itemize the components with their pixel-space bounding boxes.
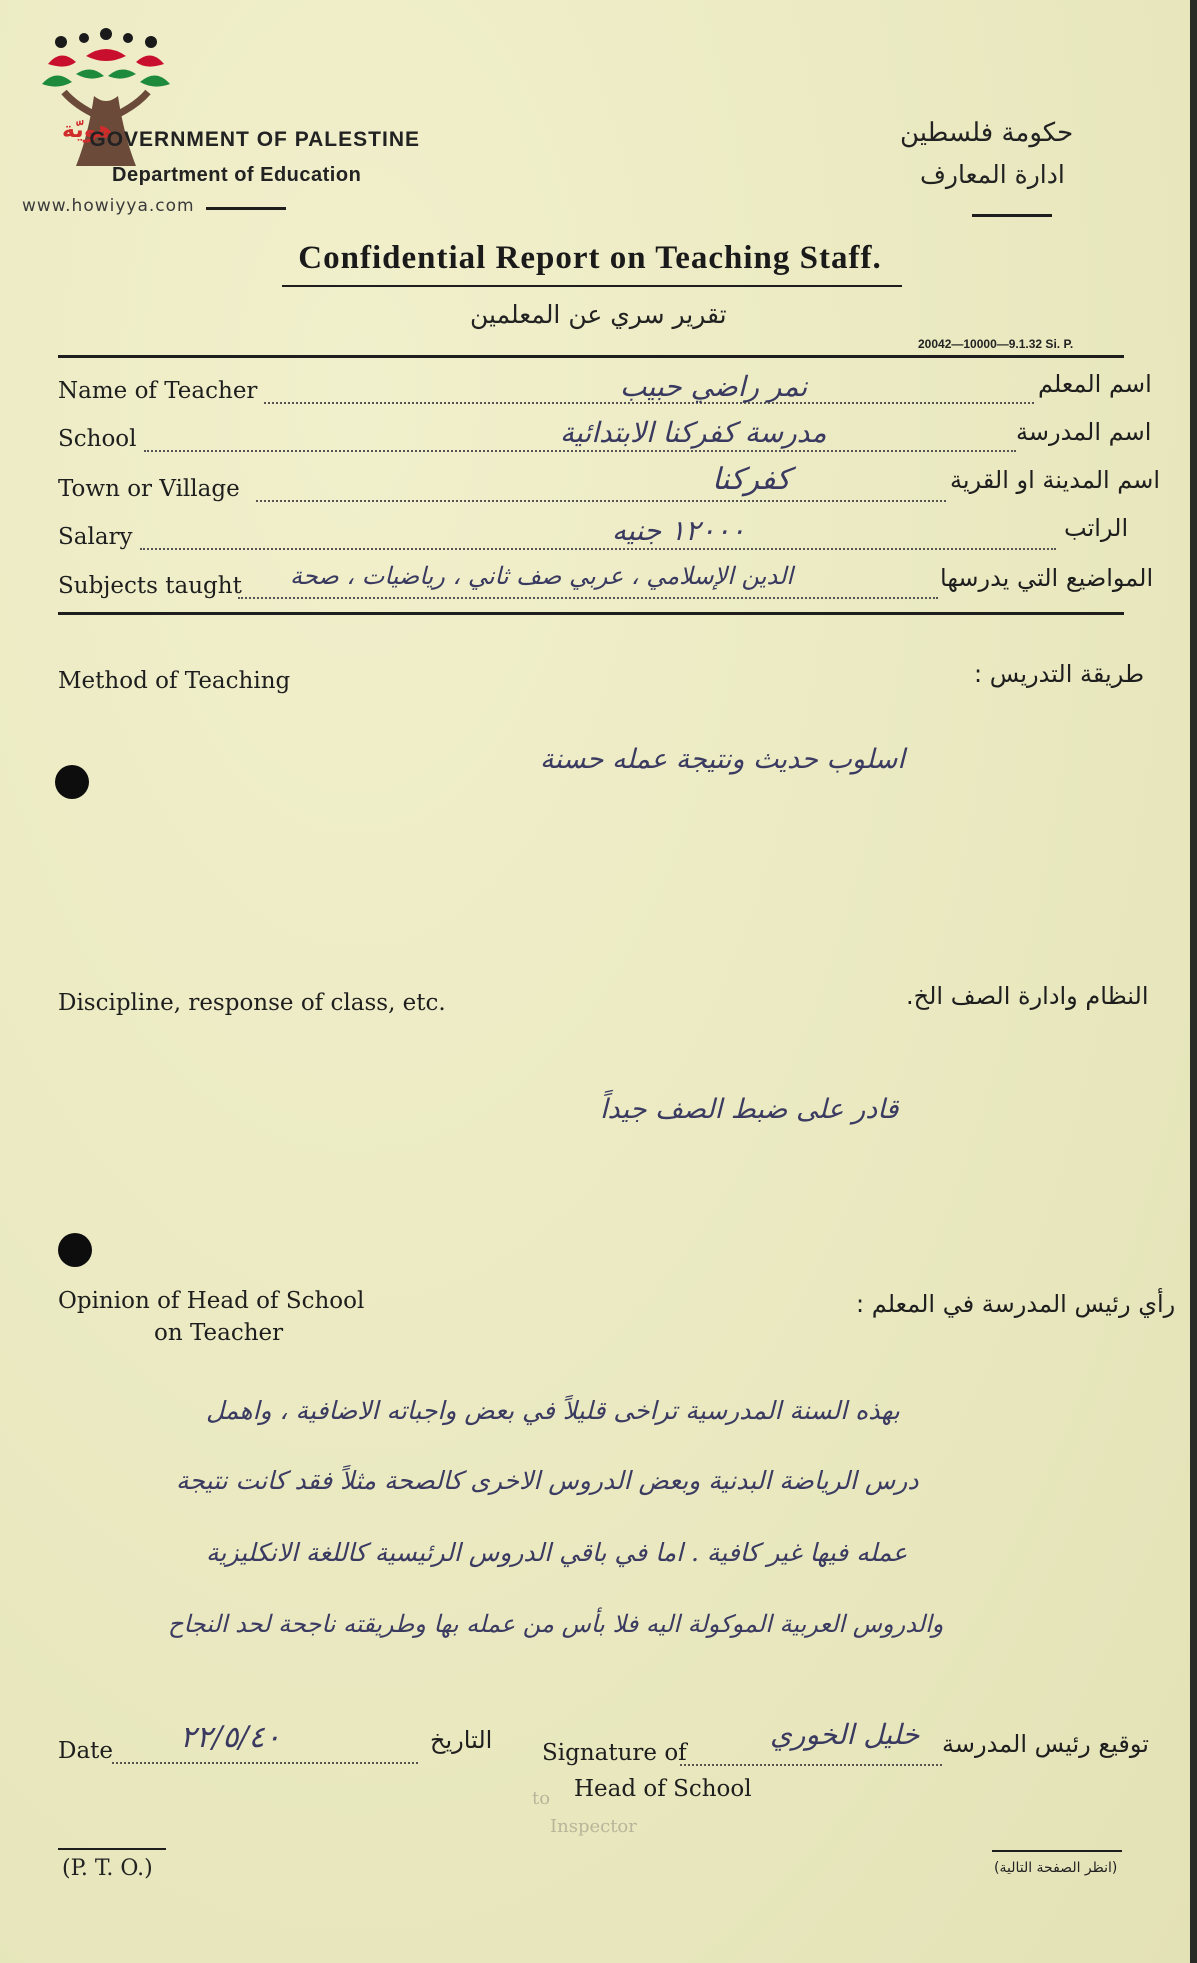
field-value: نمر راضي حبيب xyxy=(620,370,808,403)
government-title: GOVERNMENT OF PALESTINE xyxy=(89,128,420,151)
punch-hole xyxy=(58,1233,92,1267)
field-label-ar: اسم المعلم xyxy=(1038,370,1152,398)
pto-label-ar: (انظر الصفحة التالية) xyxy=(994,1860,1118,1876)
fields-bottom-rule xyxy=(58,612,1124,615)
field-label: Salary xyxy=(58,524,133,550)
field-label: Town or Village xyxy=(58,476,240,502)
date-label: Date xyxy=(58,1738,114,1764)
print-code: 20042—10000—9.1.32 Si. P. xyxy=(918,337,1074,351)
discipline-label-ar: النظام وادارة الصف الخ. xyxy=(906,982,1149,1010)
department-title-ar: ادارة المعارف xyxy=(920,160,1065,189)
watermark-url: www.howiyya.com xyxy=(22,196,195,216)
field-value: ١٢٠٠٠ جنيه xyxy=(612,514,746,547)
top-rule xyxy=(58,355,1124,358)
date-label-ar: التاريخ xyxy=(430,1726,493,1754)
logo-text: هويّة xyxy=(62,118,113,143)
signature-value: خليل الخوري xyxy=(770,1718,920,1751)
howiyya-logo-icon xyxy=(36,26,176,176)
field-label-ar: اسم المدرسة xyxy=(1016,418,1152,446)
pto-rule xyxy=(58,1848,166,1850)
dotted-line xyxy=(144,450,1016,452)
date-value: ٢٢/٥/٤٠ xyxy=(180,1720,281,1755)
field-value: الدين الإسلامي ، عربي صف ثاني ، رياضيات ، صحة xyxy=(290,562,794,590)
divider xyxy=(206,207,286,210)
divider xyxy=(972,214,1052,217)
field-label: Name of Teacher xyxy=(58,378,258,404)
field-label: School xyxy=(58,426,137,452)
dotted-line xyxy=(140,548,1056,550)
punch-hole xyxy=(55,765,89,799)
field-label-ar: المواضيع التي يدرسها xyxy=(940,564,1154,592)
signature-label-ar: توقيع رئيس المدرسة xyxy=(942,1730,1149,1758)
pto-label: (P. T. O.) xyxy=(62,1856,153,1881)
field-label-ar: اسم المدينة او القرية xyxy=(950,466,1161,494)
report-title-ar: تقرير سري عن المعلمين xyxy=(470,300,727,329)
bleed-through-text: Inspector xyxy=(550,1816,637,1837)
dotted-line xyxy=(256,500,946,502)
government-title-ar: حكومة فلسطين xyxy=(900,118,1074,148)
title-underline xyxy=(282,285,902,287)
field-value: مدرسة كفركنا الابتدائية xyxy=(560,416,827,449)
report-title: Confidential Report on Teaching Staff. xyxy=(298,240,882,276)
signature-label-2: Head of School xyxy=(574,1776,752,1802)
opinion-label-2: on Teacher xyxy=(154,1320,284,1346)
opinion-line: درس الرياضة البدنية وبعض الدروس الاخرى كالصحة مثلاً فقد كانت نتيجة xyxy=(176,1466,919,1495)
opinion-line: والدروس العربية الموكولة اليه فلا بأس من عمله بها وطريقته ناجحة لحد النجاح xyxy=(168,1610,944,1638)
opinion-line: بهذه السنة المدرسية تراخى قليلاً في بعض واجباته الاضافية ، واهمل xyxy=(206,1396,900,1425)
field-value: كفركنا xyxy=(712,462,791,497)
method-label-ar: طريقة التدريس : xyxy=(974,660,1145,688)
opinion-label-ar: رأي رئيس المدرسة في المعلم : xyxy=(856,1290,1176,1318)
opinion-line: عمله فيها غير كافية . اما في باقي الدروس الرئيسية كاللغة الانكليزية xyxy=(206,1538,908,1567)
dotted-line xyxy=(680,1764,942,1766)
signature-label: Signature of xyxy=(542,1740,687,1766)
field-label: Subjects taught xyxy=(58,573,242,599)
dotted-line xyxy=(112,1762,418,1764)
method-text: اسلوب حديث ونتيجة عمله حسنة xyxy=(540,744,905,775)
method-label: Method of Teaching xyxy=(58,668,291,694)
bleed-through-text: to xyxy=(532,1788,551,1809)
field-label-ar: الراتب xyxy=(1064,514,1129,542)
department-title: Department of Education xyxy=(112,164,362,186)
discipline-text: قادر على ضبط الصف جيداً xyxy=(600,1094,899,1125)
dotted-line xyxy=(238,597,938,599)
pto-ar-rule xyxy=(992,1850,1122,1852)
discipline-label: Discipline, response of class, etc. xyxy=(58,990,446,1016)
opinion-label: Opinion of Head of School xyxy=(58,1288,365,1314)
